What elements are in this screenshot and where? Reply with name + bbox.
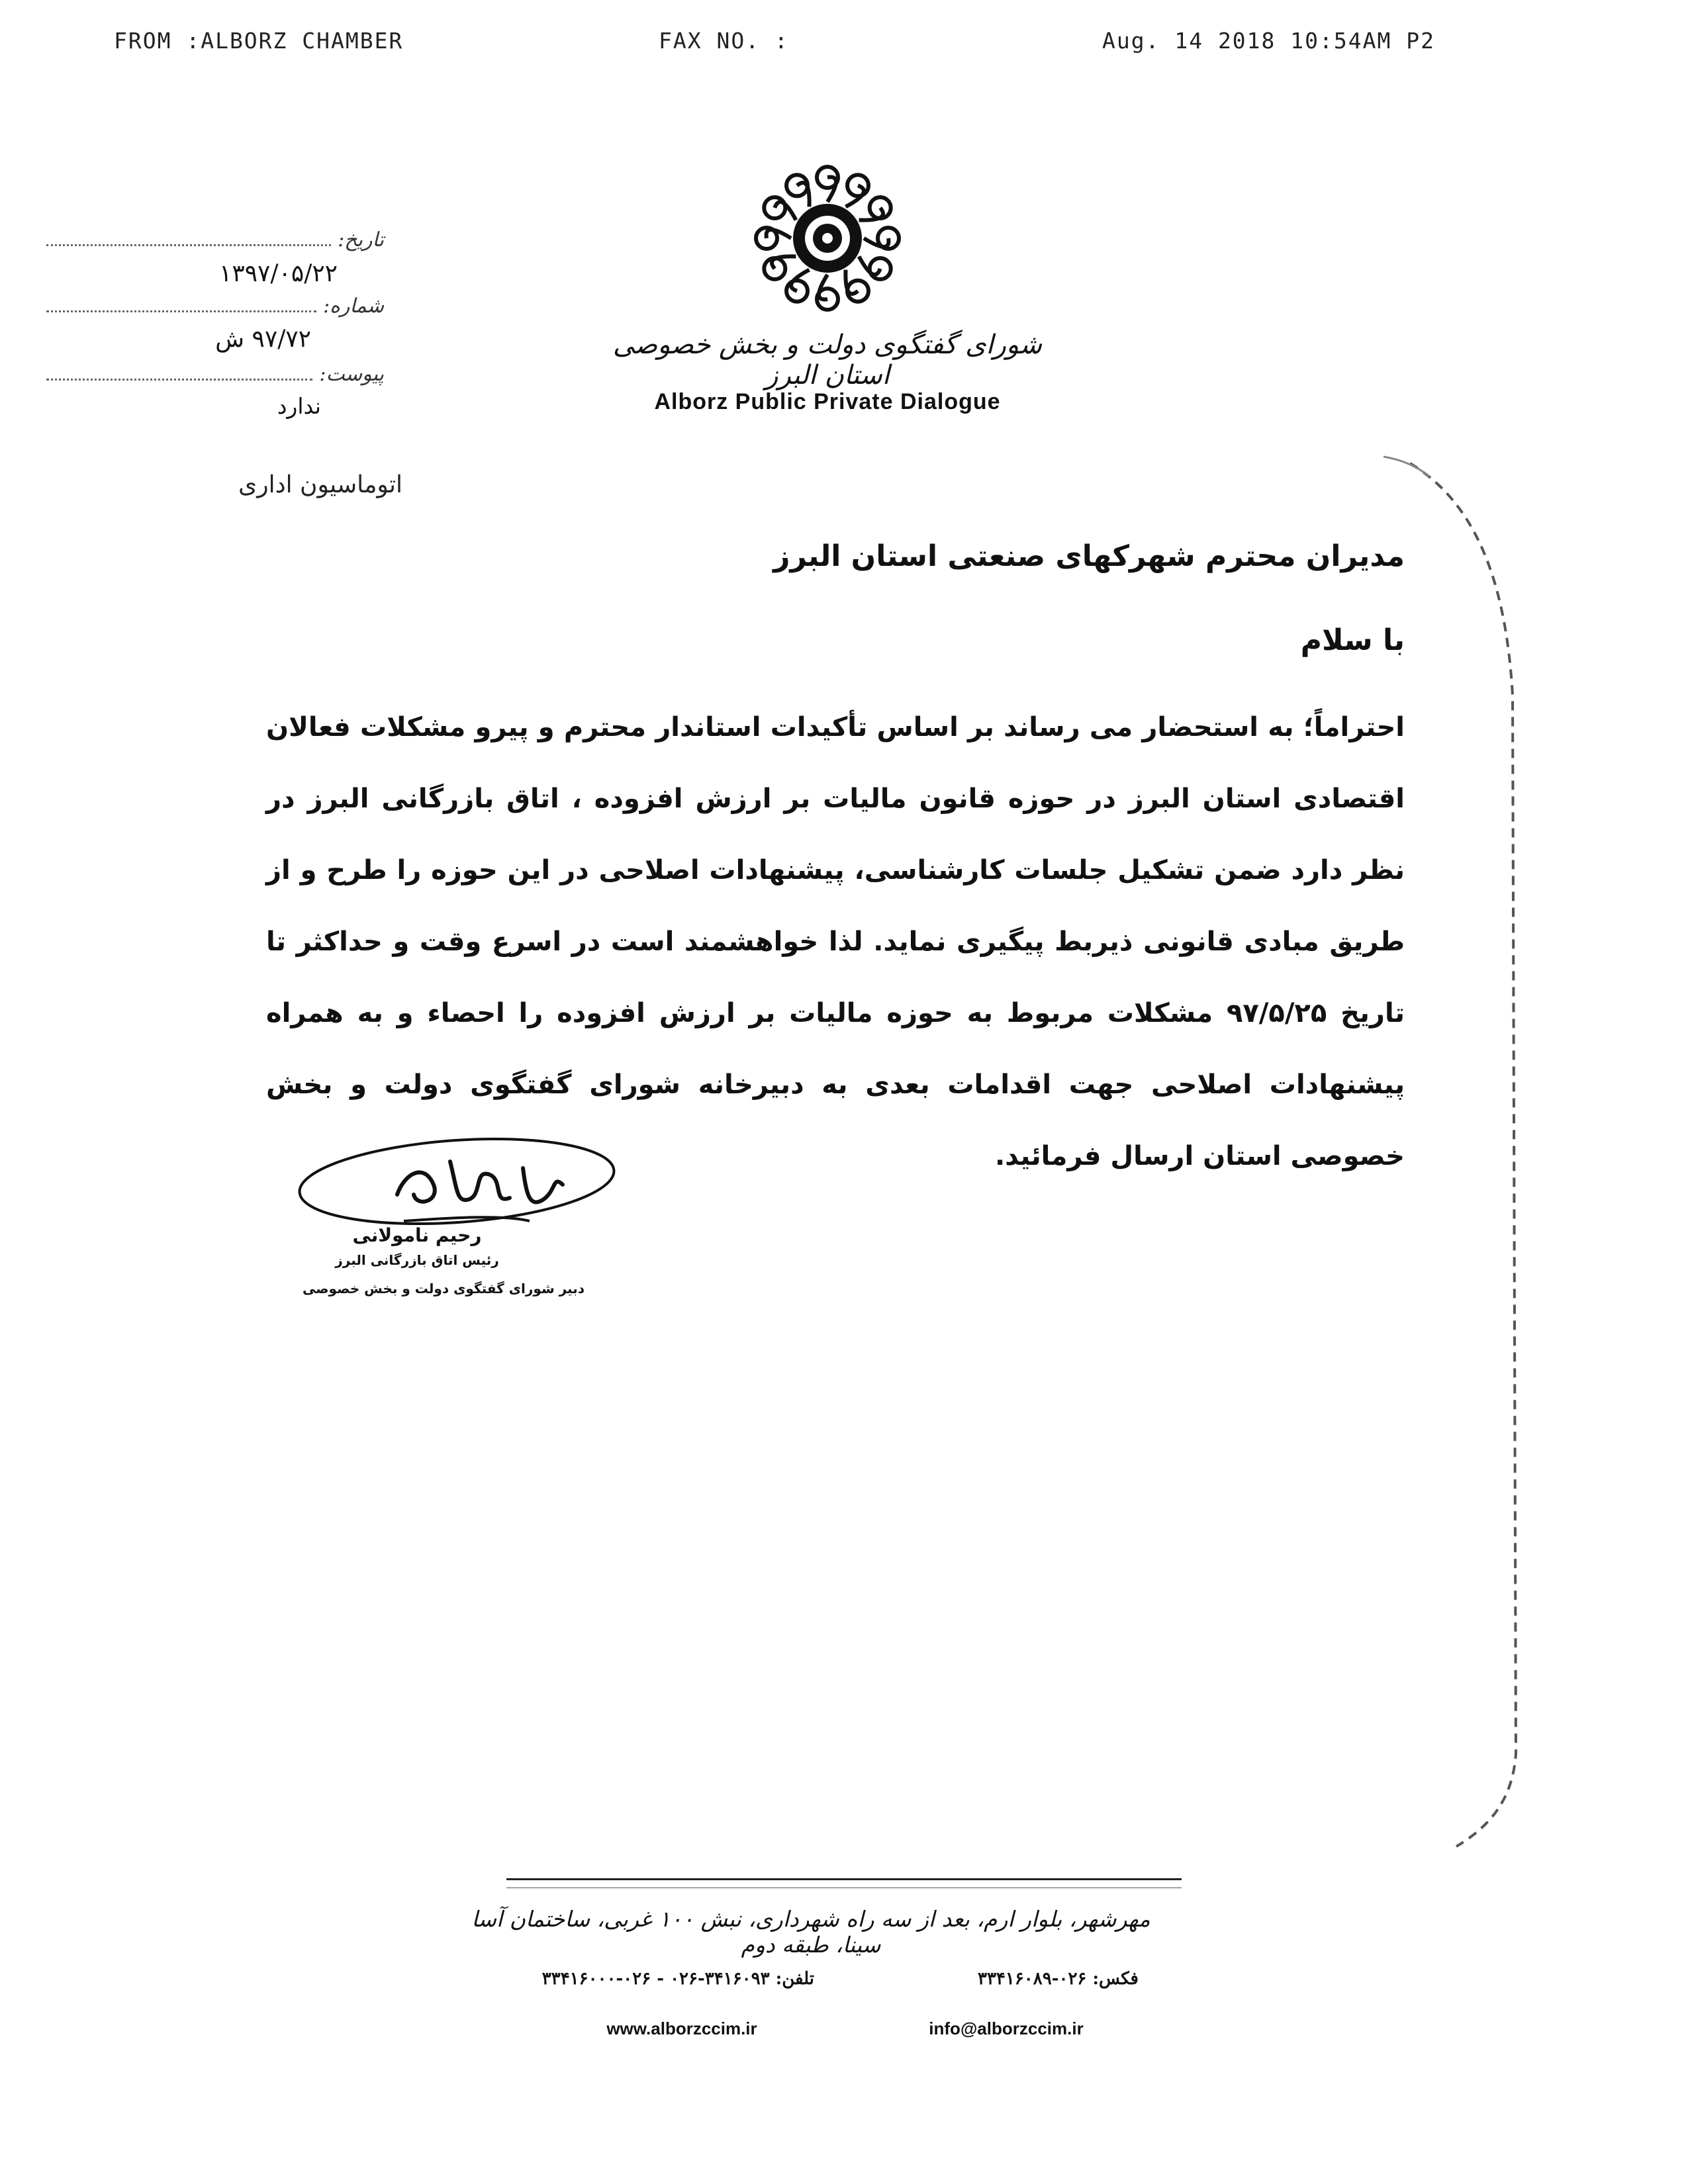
- date-row: [40, 228, 384, 251]
- attachment-label: پیوست:: [319, 363, 384, 386]
- footer-email-link[interactable]: info@alborzccim.ir: [929, 2019, 1084, 2038]
- letter-recipient: مدیران محترم شهرکهای صنعتی استان البرز: [773, 539, 1405, 573]
- footer-address: مهرشهر، بلوار ارم، بعد از سه راه شهرداری، نبش ۱۰۰ غربی، ساختمان آسا سینا، طبقه دوم: [471, 1906, 1150, 1958]
- letter-body-paragraph: احتراماً؛ به استحضار می رساند بر اساس تأکیدات استاندار محترم و پیرو مشکلات فعالان اقتصادی استان البرز در حوزه قانون مالیات بر ارزش افزوده ، اتاق بازرگانی البرز در نظر دارد ضمن تشکیل جلسات کارشناسی، پیشنهادات اصلاحی در این حوزه را طرح و از طریق مبادی قانونی ذیربط پیگیری نماید. لذا خواهشمند است در اسرع وقت و حداکثر تا تاریخ ۹۷/۵/۲۵ مشکلات مربوط به حوزه مالیات بر ارزش افزوده را احصاء و به همراه پیشنهادات اصلاحی جهت اقدامات بعدی به دبیرخانه شورای گفتگوی دولت و بخش خصوصی استان ارسال فرمائید.: [266, 712, 1405, 1171]
- date-value: ۱۳۹۷/۰۵/۲۲: [219, 260, 338, 287]
- signer-title-primary: رئیس اتاق بازرگانی البرز: [335, 1252, 499, 1268]
- footer-website-link[interactable]: www.alborzccim.ir: [606, 2019, 757, 2038]
- footer-fax: فکس: ۰۲۶-۳۳۴۱۶۰۸۹: [977, 1969, 1139, 1989]
- fax-header-datetime: Aug. 14 2018 10:54AM P2: [1102, 28, 1435, 54]
- date-dotted-line: [46, 244, 331, 246]
- attachment-dotted-line: [46, 378, 312, 381]
- fax-header-from: FROM :ALBORZ CHAMBER: [114, 28, 404, 54]
- signer-name: رحیم نامولانی: [352, 1224, 482, 1246]
- fax-header-number: FAX NO. :: [659, 28, 789, 54]
- letter-salutation: با سلام: [1300, 623, 1405, 657]
- number-label: شماره:: [323, 295, 384, 318]
- department-label: اتوماسیون اداری: [238, 471, 402, 498]
- number-dotted-line: [46, 310, 316, 312]
- number-row: [40, 295, 384, 318]
- logo-persian-name: شورای گفتگوی دولت و بخش خصوصی استان البرز: [612, 330, 1043, 390]
- footer-divider: [506, 1878, 1182, 1880]
- attachment-value: ندارد: [277, 393, 321, 419]
- number-value: ۹۷/۷۲ ش: [215, 326, 311, 353]
- logo-english-name: Alborz Public Private Dialogue: [654, 389, 1001, 414]
- signer-title-secondary: دبیر شورای گفتگوی دولت و بخش خصوصی: [303, 1281, 585, 1297]
- council-logo-icon: [702, 146, 953, 324]
- footer-phone: تلفن: ۳۴۱۶۰۹۳-۰۲۶ - ۰۲۶-۳۳۴۱۶۰۰۰: [541, 1969, 814, 1989]
- date-label: تاریخ:: [338, 228, 384, 251]
- handwritten-signature-icon: [291, 1122, 622, 1241]
- attachment-row: [40, 363, 384, 386]
